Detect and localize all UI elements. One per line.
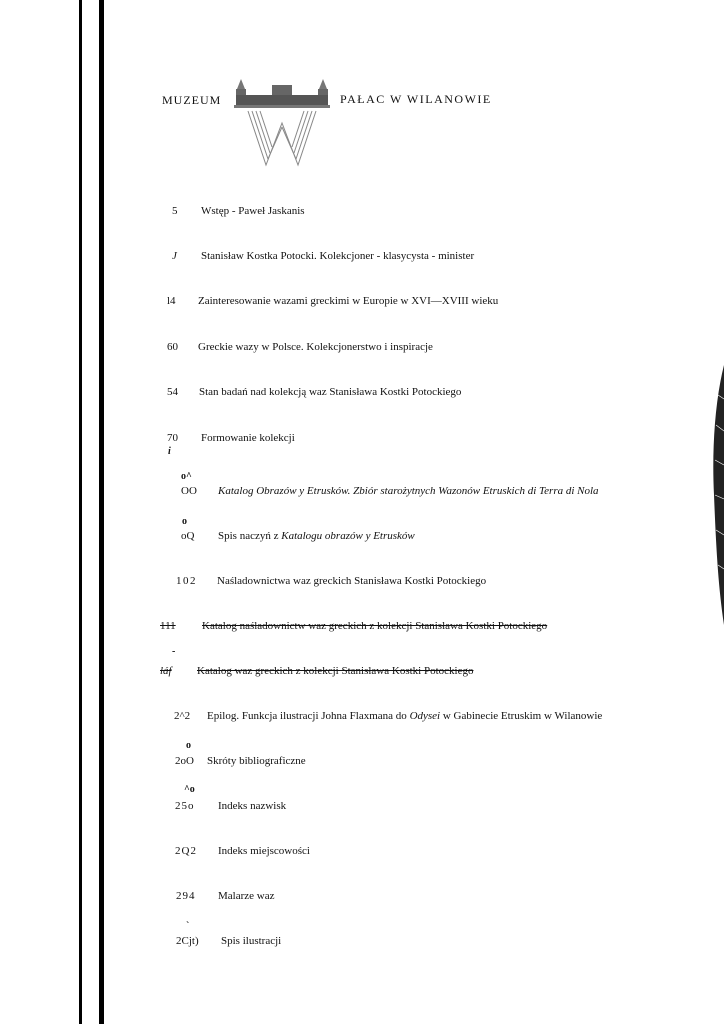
stray-mark: ^o [184, 784, 195, 795]
stray-mark: - [172, 646, 176, 657]
toc-title: Greckie wazy w Polsce. Kolekcjonerstwo i inspiracje [198, 341, 433, 353]
stray-mark: o [186, 740, 191, 751]
toc-page-number: 60 [167, 341, 178, 353]
toc-title: Stanisław Kostka Potocki. Kolekcjoner - klasycysta - minister [201, 250, 475, 262]
toc-page-number: 294 [176, 890, 196, 902]
toc-page-number: láf [160, 665, 172, 677]
stray-mark: o^ [181, 471, 192, 482]
toc-title: Naśladownictwa waz greckich Stanisława Kostki Potockiego [217, 575, 487, 587]
toc-page-number: OO [181, 485, 197, 497]
toc-title: Zainteresowanie wazami greckimi w Europie w XVI—XVIII wieku [198, 295, 499, 307]
toc-page-number: J [172, 250, 177, 262]
toc-title: Malarze waz [218, 890, 275, 902]
header-palace-text: PAŁAC W WILANOWIE [340, 92, 492, 106]
toc-page-number: 2^2 [174, 710, 191, 722]
toc-title: Formowanie kolekcji [201, 432, 295, 444]
toc-title: w Gabinecie Etruskim w Wilanowie [440, 710, 603, 722]
toc-page-number: 54 [167, 386, 178, 398]
toc-title: Skróty bibliograficzne [207, 755, 306, 767]
toc-title: Indeks miejscowości [218, 845, 310, 857]
toc-title: Stan badań nad kolekcją waz Stanisława Kostki Potockiego [199, 386, 462, 398]
toc-title-italic: Odysei [409, 710, 441, 722]
toc-page-number: 111 [160, 620, 176, 632]
toc-page-number: 70 [167, 432, 178, 444]
header-museum-text: MUZEUM [162, 93, 222, 107]
edge-engraving-icon [712, 365, 724, 625]
toc-page-number: 2oO [175, 755, 194, 767]
toc-title-italic: Katalogu obrazów y Etrusków [281, 530, 415, 542]
toc-page-number: 102 [176, 575, 197, 587]
toc-page-number: l4 [167, 295, 176, 307]
toc-page-number: 5 [172, 205, 178, 217]
toc-page-number: oQ [181, 530, 195, 542]
toc-title: Katalog naśladownictw waz greckich z kolekcji Stanisława Kostki Potockiego [202, 620, 548, 632]
toc-title: Katalog waz greckich z kolekcji Stanisława Kostki Potockiego [197, 665, 474, 677]
toc-title: Katalog Obrazów y Etrusków. Zbiór starożytnych Wazonów Etruskich di Terra di Nola [218, 485, 599, 497]
stray-mark: o [182, 516, 187, 527]
toc-page-number: 2Cjt) [176, 935, 199, 947]
toc-title: Spis naczyń z [218, 530, 282, 542]
toc-page-number: 25o [175, 800, 195, 812]
stray-mark: ` [186, 921, 190, 932]
stray-mark: i [168, 446, 171, 457]
toc-page-number: 2Q2 [175, 845, 197, 857]
toc-title: Wstęp - Paweł Jaskanis [201, 205, 305, 217]
toc-title: Indeks nazwisk [218, 800, 287, 812]
toc-title: Epilog. Funkcja ilustracji Johna Flaxmana do [207, 710, 410, 722]
toc-title: Spis ilustracji [221, 935, 282, 947]
